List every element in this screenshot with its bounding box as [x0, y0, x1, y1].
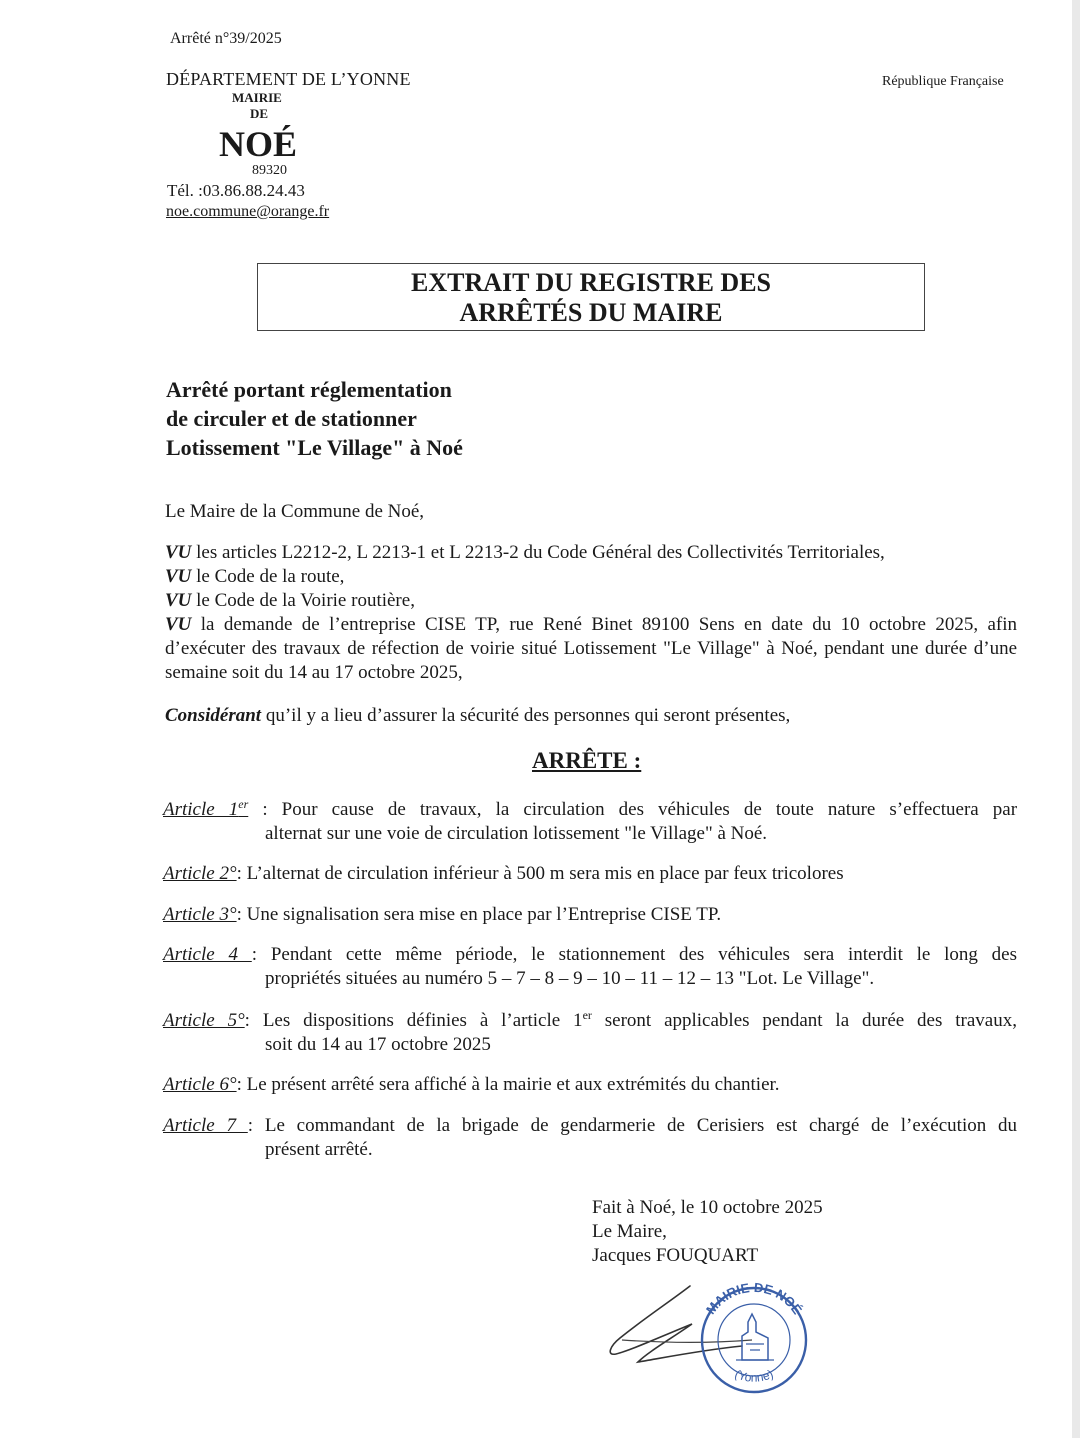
article-text: Pour cause de travaux, la circulation des véhicules de toute nature s’effectuera par	[281, 799, 1018, 820]
email-link[interactable]: noe.commune@orange.fr	[166, 203, 330, 220]
article-2: Article 2°: L’alternat de circulation inférieur à 500 m sera mis en place par feux tricolores	[163, 863, 844, 884]
de-label: DE	[250, 106, 269, 121]
arrete-reference: Arrêté n°39/2025	[170, 30, 282, 47]
article-text-cont: soit du 14 au 17 octobre 2025	[265, 1034, 491, 1055]
register-title-line2: ARRÊTÉS DU MAIRE	[459, 298, 723, 327]
article-text: Une signalisation sera mise en place par l’Entreprise CISE TP.	[246, 904, 722, 925]
vu-item	[165, 565, 1017, 589]
place-date: Fait à Noé, le 10 octobre 2025	[592, 1197, 823, 1218]
article-6: Article 6°: Le présent arrêté sera affiché à la mairie et aux extrémités du chantier.	[163, 1074, 780, 1095]
vu-label: VU	[165, 590, 192, 611]
article-7: Article 7 : Le commandant de la brigade de gendarmerie de Cerisiers est chargé de l’exécution du présent arrêté.	[163, 1115, 1018, 1160]
article-label: Article 3°	[163, 904, 237, 925]
arrete-heading: ARRÊTE :	[532, 748, 642, 773]
vu-section	[165, 541, 1017, 685]
considerant-paragraph	[165, 704, 1017, 728]
register-title-line1: EXTRAIT DU REGISTRE DES	[410, 268, 771, 297]
article-4: Article 4 : Pendant cette même période, le stationnement des véhicules sera interdit le long des propriétés situées au numéro 5 – 7 – 8 – 9 – 10 – 11 – 12 – 13 "Lot. Le Village".	[163, 944, 1018, 989]
article-text: Le commandant de la brigade de gendarmerie de Cerisiers est chargé de l’exécution du	[264, 1115, 1018, 1136]
article-text: Les dispositions définies à l’article 1er seront applicables pendant la durée des travaux,	[262, 1008, 1017, 1031]
article-label: Article 7	[163, 1115, 248, 1136]
svg-text:(Yonne): (Yonne)	[732, 1366, 776, 1385]
considerant-text: qu’il y a lieu d’assurer la sécurité des personnes qui seront présentes,	[261, 705, 791, 726]
signature-and-seal	[602, 1280, 822, 1430]
article-5: Article 5°: Les dispositions définies à l’article 1er seront applicables pendant la durée des travaux, soit du 14 au 17 octobre 2025	[163, 1008, 1017, 1055]
article-label: Article 6°	[163, 1074, 237, 1095]
signer-role: Le Maire,	[592, 1221, 667, 1242]
vu-item	[165, 541, 1017, 565]
article-label: Article 1er	[163, 797, 249, 820]
vu-text: le Code de la route,	[191, 566, 345, 587]
register-title-box	[257, 263, 925, 331]
article-text-cont: présent arrêté.	[265, 1139, 373, 1160]
mairie-label: MAIRIE	[232, 90, 282, 105]
signature-underline-icon	[622, 1340, 752, 1342]
article-1: Article 1er : Pour cause de travaux, la circulation des véhicules de toute nature s’effectuera par alternat sur une voie de circulation lotissement "le Village" à Noé.	[163, 797, 1018, 844]
signature-block	[592, 1196, 823, 1268]
intro-paragraph: Le Maire de la Commune de Noé,	[165, 501, 425, 522]
vu-label: VU	[165, 614, 192, 635]
vu-text: le Code de la Voirie routière,	[191, 590, 415, 611]
postal-code: 89320	[252, 163, 287, 178]
article-text-cont: alternat sur une voie de circulation lotissement "le Village" à Noé.	[265, 823, 768, 844]
article-text: Pendant cette même période, le stationnement des véhicules sera interdit le long des	[270, 944, 1018, 965]
department-name: DÉPARTEMENT DE L’YONNE	[166, 69, 411, 89]
vu-item	[165, 589, 1017, 613]
article-text-cont: propriétés situées au numéro 5 – 7 – 8 – 9 – 10 – 11 – 12 – 13 "Lot. Le Village".	[265, 968, 875, 989]
page-edge-shadow	[1072, 0, 1080, 1438]
article-label: Article 2°	[163, 863, 237, 884]
vu-item	[165, 613, 1017, 685]
mairie-seal-icon	[702, 1280, 806, 1392]
considerant-label: Considérant	[165, 705, 262, 726]
article-3: Article 3°: Une signalisation sera mise en place par l’Entreprise CISE TP.	[163, 904, 722, 925]
vu-text: la demande de l’entreprise CISE TP, rue René Binet 89100 Sens en date du 10 octobre 2025, afin d’exécuter des travaux de réfection de voirie situé Lotissement "Le Village" à Noé, pendant une durée d’une semaine soit du 14 au 17 octobre 2025,	[165, 614, 1017, 683]
article-text: Le présent arrêté sera affiché à la mairie et aux extrémités du chantier.	[246, 1074, 780, 1095]
subject-line1: Arrêté portant réglementation	[166, 377, 452, 402]
republique-label: République Française	[882, 74, 1004, 89]
article-text: L’alternat de circulation inférieur à 500 m sera mis en place par feux tricolores	[246, 863, 844, 884]
signer-name: Jacques FOUQUART	[592, 1245, 759, 1266]
arrete-subject	[166, 375, 463, 462]
svg-text:MAIRIE DE NOÉ: MAIRIE DE NOÉ	[702, 1280, 806, 1318]
telephone: Tél. :03.86.88.24.43	[167, 181, 305, 200]
vu-label: VU	[165, 542, 192, 563]
commune-name: NOÉ	[219, 124, 298, 164]
vu-label: VU	[165, 566, 192, 587]
subject-line3: Lotissement "Le Village" à Noé	[166, 435, 463, 460]
vu-text: les articles L2212-2, L 2213-1 et L 2213-2 du Code Général des Collectivités Territoriales,	[191, 542, 885, 563]
article-label: Article 5°	[163, 1010, 245, 1031]
article-label: Article 4	[163, 944, 252, 965]
subject-line2: de circuler et de stationner	[166, 406, 417, 431]
